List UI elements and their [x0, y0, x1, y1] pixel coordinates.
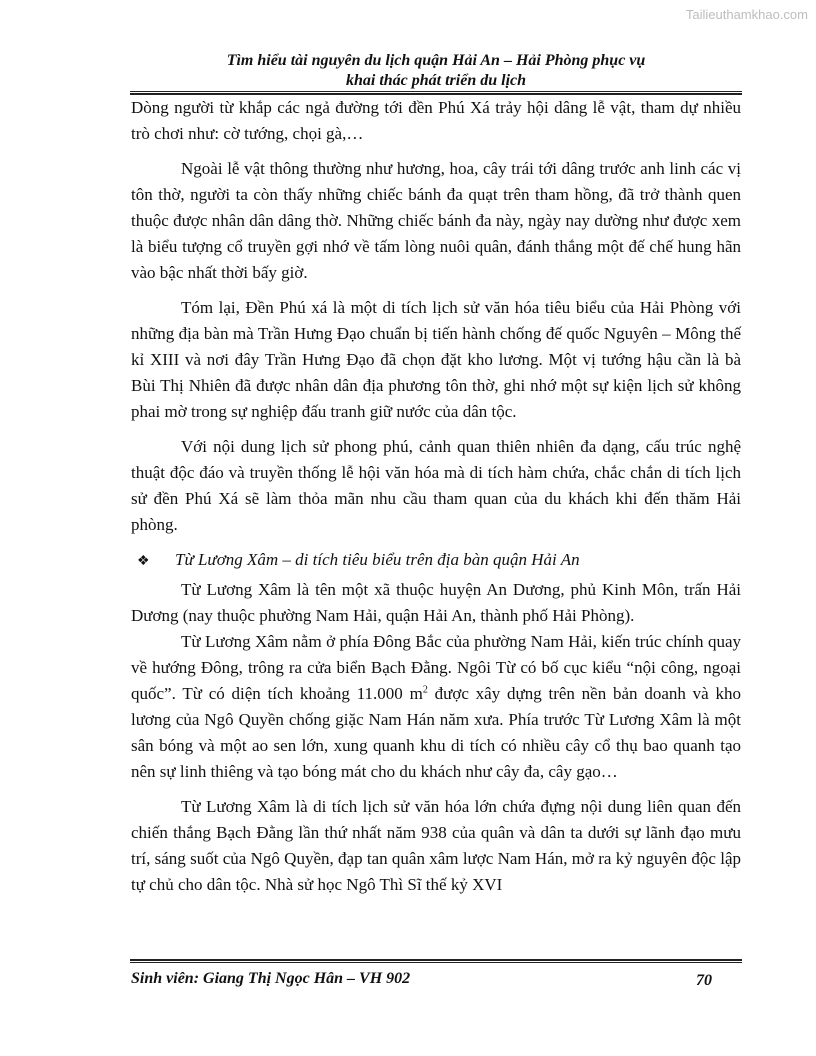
running-header — [130, 51, 742, 91]
diamond-bullet-icon: ❖ — [137, 554, 150, 569]
page-number: 70 — [696, 972, 712, 989]
paragraph-4: Với nội dung lịch sử phong phú, cảnh quan thiên nhiên đa dạng, cấu trúc nghệ thuật độc đáo và truyền thống lễ hội văn hóa mà di tích hàm chứa, chắc chắn di tích lịch sử đền Phú Xá sẽ làm thỏa mãn nhu cầu tham quan của du khách khi đến thăm Hải phòng. — [131, 437, 741, 534]
superscript-2: 2 — [422, 684, 428, 696]
paragraph-2: Ngoài lễ vật thông thường như hương, hoa, cây trái tới dâng trước anh linh các vị tôn thờ, người ta còn thấy những chiếc bánh đa quạt trên tham hồng, đã trở thành quen thuộc được nhân dân dâng thờ. Những chiếc bánh đa này, ngày nay dường như được xem là biểu tượng cổ truyền gợi nhớ về tấm lòng nuôi quân, đánh thắng một đế chế hung hãn vào bậc nhất thời bấy giờ. — [131, 159, 741, 282]
footer-rule — [130, 959, 742, 963]
header-line-2: khai thác phát triển du lịch — [345, 72, 527, 89]
watermark: Tailieuthamkhao.com — [685, 7, 808, 22]
section-title: Từ Lương Xâm – di tích tiêu biểu trên địa bàn quận Hải An — [175, 550, 580, 569]
paragraph-1: Dòng người từ khắp các ngả đường tới đền Phú Xá trảy hội dâng lễ vật, tham dự nhiều trò chơi như: cờ tướng, chọi gà,… — [131, 98, 741, 143]
footer-student: Sinh viên: Giang Thị Ngọc Hân – VH 902 — [131, 970, 411, 987]
paragraph-6-part-a: Từ Lương Xâm nằm ở phía Đông Bắc của phường Nam Hải, kiến trúc chính quay về hướng Đông, trông ra cửa biển Bạch Đằng. Ngôi Từ có bố cục kiểu “nội công, ngoại quốc”. Từ có diện tích khoảng 11.000 m — [131, 632, 741, 703]
header-line-1: Tìm hiểu tài nguyên du lịch quận Hải An – Hải Phòng phục vụ — [226, 52, 646, 69]
paragraph-7: Từ Lương Xâm là di tích lịch sử văn hóa lớn chứa đựng nội dung liên quan đến chiến thắng Bạch Đằng lần thứ nhất năm 938 của quân và dân ta dưới sự lãnh đạo mưu trí, sáng suốt của Ngô Quyền, đạp tan quân xâm lược Nam Hán, mở ra kỷ nguyên độc lập tự chủ cho dân tộc. Nhà sử học Ngô Thì Sĩ thế kỷ XVI — [131, 797, 741, 894]
paragraph-3: Tóm lại, Đền Phú xá là một di tích lịch sử văn hóa tiêu biểu của Hải Phòng với những địa bàn mà Trần Hưng Đạo chuẩn bị tiến hành chống đế quốc Nguyên – Mông thế kỉ XIII và nơi đây Trần Hưng Đạo đã chọn đặt kho lương. Một vị tướng hậu cần là bà Bùi Thị Nhiên đã được nhân dân địa phương tôn thờ, ghi nhớ một sự kiện lịch sử không phai mờ trong sự nghiệp đấu tranh giữ nước của dân tộc. — [131, 298, 741, 421]
paragraph-5: Từ Lương Xâm là tên một xã thuộc huyện An Dương, phủ Kinh Môn, trấn Hải Dương (nay thuộc phường Nam Hải, quận Hải An, thành phố Hải Phòng). — [131, 580, 741, 625]
section-heading — [131, 547, 741, 575]
page-body — [131, 95, 741, 907]
paragraph-6 — [131, 629, 741, 785]
paragraph-6-part-b: được xây dựng trên nền bản doanh và kho lương của Ngô Quyền chống giặc Nam Hán năm xưa. Phía trước Từ Lương Xâm là một sân bóng và một ao sen lớn, xung quanh khu di tích có nhiều cây cổ thụ bao quanh tạo nên sự linh thiêng và tạo bóng mát cho du khách như cây đa, cây gạo… — [131, 684, 742, 781]
